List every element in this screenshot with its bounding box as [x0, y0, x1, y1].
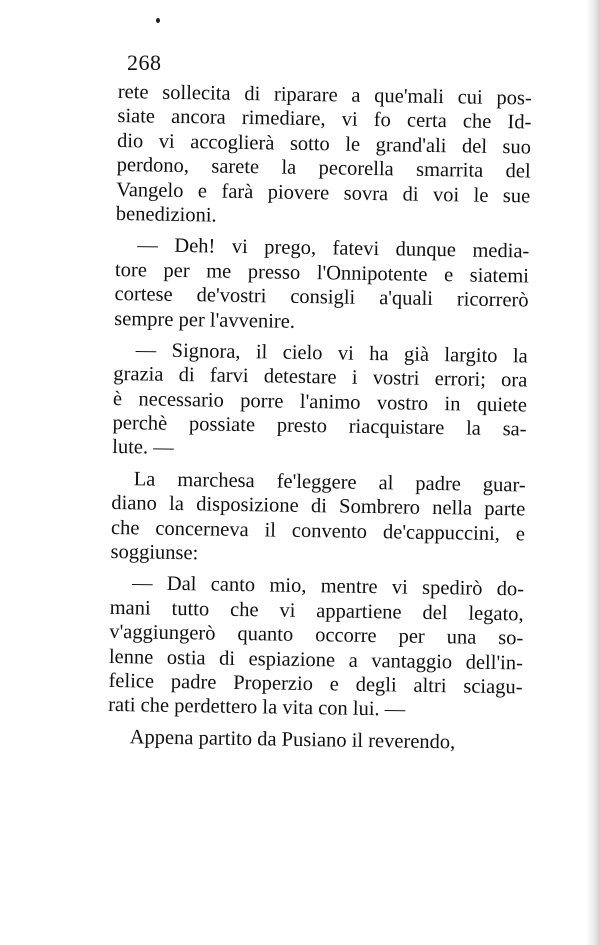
text-line: lute. — — [112, 436, 174, 460]
text-line: felice padre Properzio e degli altri sciagu- — [108, 669, 523, 699]
page-edge-shadow — [586, 0, 600, 945]
text-line: tore per me presso l'Onnipotente e siatemi — [114, 258, 530, 288]
text-line: Vangelo e farà piovere sovra di voi le sue — [116, 178, 531, 208]
text-line: benedizioni. — [115, 202, 217, 227]
ink-speck — [156, 18, 160, 23]
text-line: siate ancora rimediare, vi fo certa che Id- — [117, 105, 532, 134]
text-line: perchè possiate presto riacquistare la sa- — [112, 412, 527, 441]
text-line: cortese de'vostri consigli a'quali ricorrerò — [114, 283, 529, 312]
text-line: perdono, sarete la pecorella smarrita del — [116, 154, 531, 183]
text-line: diano la disposizione di Sombrero nella parte — [111, 492, 526, 521]
text-line: lenne ostia di espiazione a vantaggio dell'in- — [108, 645, 524, 675]
text-line: La marchesa fe'leggere al padre guar- — [133, 468, 526, 497]
text-line: v'aggiungerò quanto occorre per una so- — [109, 621, 524, 650]
text-line: rati che perdettero la vita con lui. — — [108, 694, 406, 721]
text-line: è necessario porre l'animo vostro in quiete — [112, 387, 528, 417]
text-line: Appena partito da Pusiano il reverendo, — [129, 726, 456, 754]
text-line: grazia di farvi detestare i vostri errori; ora — [113, 363, 528, 392]
text-line: che concerneva il convento de'cappuccini, e — [110, 516, 526, 546]
text-line: mani tutto che vi appartiene del legato, — [109, 596, 524, 626]
text-line: sempre per l'avvenire. — [114, 307, 296, 333]
text-line: rete sollecita di riparare a que'mali cui pos- — [117, 80, 532, 110]
body-text — [107, 80, 531, 756]
text-line: dio vi accoglierà sotto le grand'ali del suo — [116, 129, 532, 159]
text-line: — Signora, il cielo vi ha già largito la — [135, 339, 528, 368]
text-line: — Dal canto mio, mentre vi spedirò do- — [131, 572, 525, 601]
text-line: soggiunse: — [110, 540, 199, 565]
text-line: — Deh! vi prego, fatevi dunque media- — [137, 234, 530, 263]
page-number: 268 — [127, 50, 162, 75]
